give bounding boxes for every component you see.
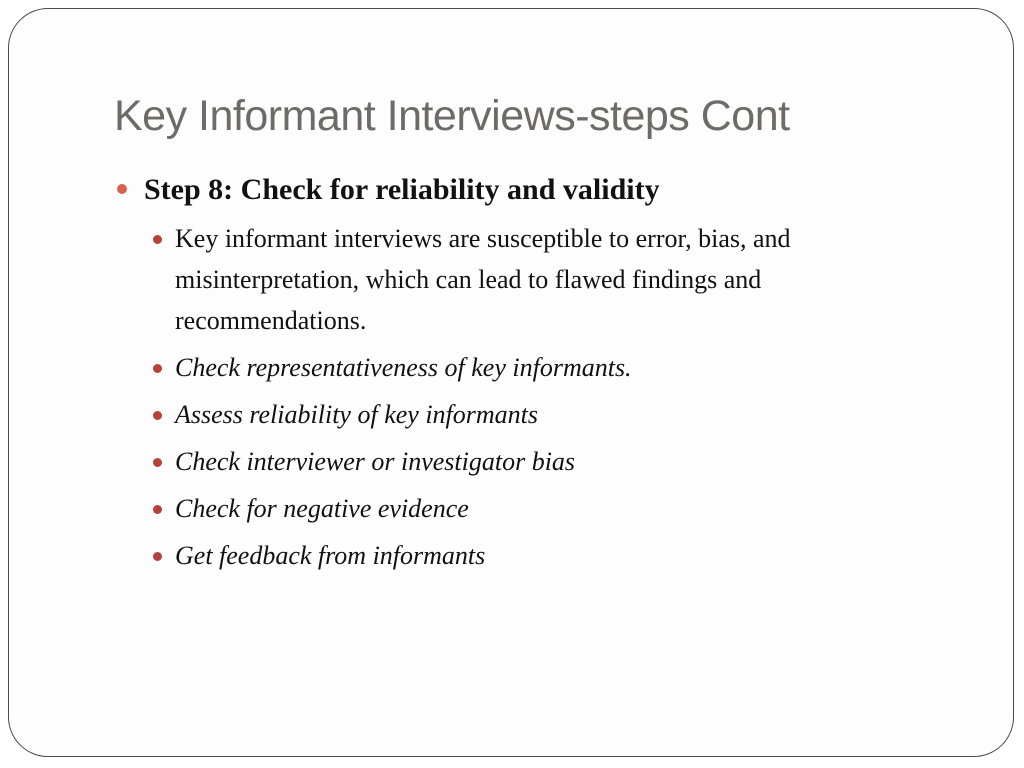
sub-bullet-text: Get feedback from informants: [175, 541, 486, 570]
bullet-dot-icon: [153, 552, 162, 561]
slide-content: [114, 170, 914, 582]
step-heading: Step 8: Check for reliability and validity: [144, 173, 660, 206]
bullet-step-8: [114, 170, 914, 210]
sub-bullet-text: Key informant interviews are susceptible to error, bias, and misinterpretation, which can lead to flawed findings and recommendations.: [175, 224, 791, 335]
bullet-dot-icon: [117, 184, 127, 194]
bullet-dot-icon: [153, 411, 162, 420]
sub-bullet-item: [144, 488, 914, 529]
sub-bullet-item: [144, 535, 914, 576]
sub-bullet-item: [144, 394, 914, 435]
sub-bullet-item: [144, 441, 914, 482]
bullet-dot-icon: [153, 235, 162, 244]
sub-bullet-text: Check representativeness of key informants.: [175, 353, 632, 382]
sub-bullet-text: Check interviewer or investigator bias: [175, 447, 576, 476]
bullet-dot-icon: [153, 364, 162, 373]
sub-bullet-item: [144, 347, 914, 388]
bullet-dot-icon: [153, 458, 162, 467]
sub-bullet-text: Assess reliability of key informants: [175, 400, 538, 429]
sub-bullet-item: [144, 218, 914, 341]
bullet-dot-icon: [153, 505, 162, 514]
sub-bullet-text: Check for negative evidence: [175, 494, 469, 523]
slide-title: Key Informant Interviews-steps Cont: [114, 92, 790, 140]
sub-bullet-list: [144, 218, 914, 576]
